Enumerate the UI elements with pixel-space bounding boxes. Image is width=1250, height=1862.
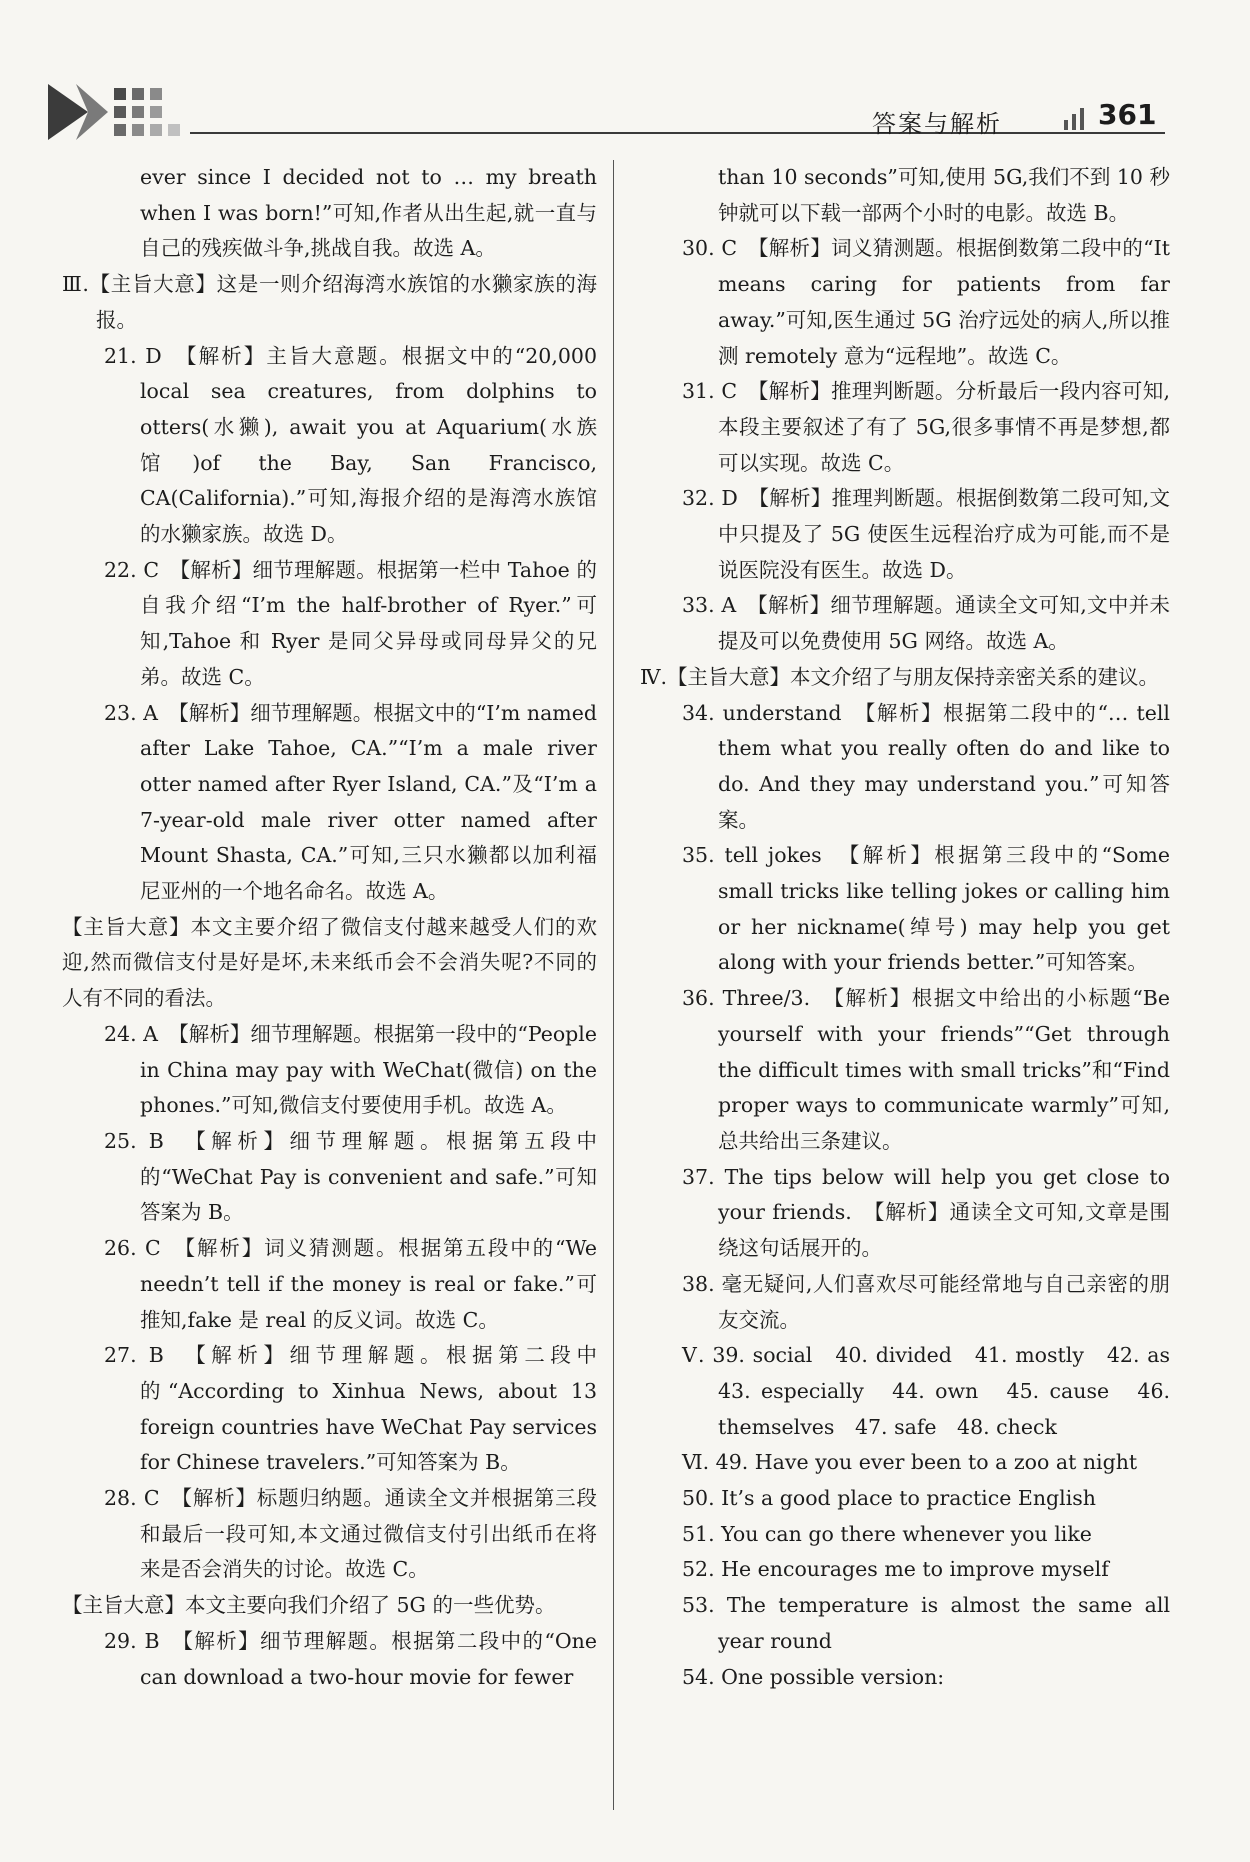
answer-paragraph: 【主旨大意】本文主要介绍了微信支付越来越受人们的欢迎,然而微信支付是好是坏,未来纸币会不会消失呢?不同的人有不同的看法。 bbox=[62, 914, 597, 1011]
column-divider bbox=[613, 160, 614, 1810]
answer-paragraph: 21. D 【解析】主旨大意题。根据文中的“20,000 local sea creatures, from dolphins to otters(水獭), await you at Aquarium(水族馆)of the Bay, San Francisco, CA(California).”可知,海报介绍的是海湾水族馆的水獭家族。故选 D。 bbox=[104, 343, 597, 547]
answer-paragraph: than 10 seconds”可知,使用 5G,我们不到 10 秒钟就可以下载一部两个小时的电影。故选 B。 bbox=[718, 165, 1170, 225]
answer-paragraph: 24. A 【解析】细节理解题。根据第一段中的“People in China may pay with WeChat(微信) on the phones.”可知,微信支付要使用手机。故选 A。 bbox=[104, 1021, 597, 1118]
right-column bbox=[640, 160, 1191, 1695]
publisher-logo-icon bbox=[48, 84, 188, 140]
answer-paragraph: 25. B 【解析】细节理解题。根据第五段中的“WeChat Pay is convenient and safe.”可知答案为 B。 bbox=[104, 1128, 597, 1225]
answer-paragraph: 26. C 【解析】词义猜测题。根据第五段中的“We needn’t tell if the money is real or fake.”可推知,fake 是 real 的反义词。故选 C。 bbox=[104, 1236, 597, 1332]
answer-paragraph: 36. Three/3. 【解析】根据文中给出的小标题“Be yourself with your friends”“Get through the difficult times with small tricks”和“Find proper ways to communicate warmly”可知,总共给出三条建议。 bbox=[682, 986, 1170, 1153]
answer-paragraph: Ⅲ.【主旨大意】这是一则介绍海湾水族馆的水獭家族的海报。 bbox=[62, 272, 597, 332]
answer-paragraph: 54. One possible version: bbox=[682, 1664, 945, 1689]
answer-paragraph: 27. B 【解析】细节理解题。根据第二段中的“According to Xinhua News, about 13 foreign countries have WeChat Pay services for Chinese travelers.”可知答案为 B。 bbox=[104, 1343, 597, 1475]
answer-paragraph: 29. B 【解析】细节理解题。根据第二段中的“One can download a two-hour movie for fewer bbox=[104, 1628, 597, 1689]
page-number: 361 bbox=[1098, 98, 1157, 131]
answer-paragraph: 50. It’s a good place to practice English bbox=[682, 1486, 1096, 1511]
answer-paragraph: 51. You can go there whenever you like bbox=[682, 1521, 1092, 1546]
answer-paragraph: 30. C 【解析】词义猜测题。根据倒数第二段中的“It means caring for patients from far away.”可知,医生通过 5G 治疗远处的病人,所以推测 remotely 意为“远程地”。故选 C。 bbox=[682, 236, 1170, 368]
answer-paragraph: 34. understand 【解析】根据第二段中的“… tell them what you really often do and like to do. And they may understand you.”可知答案。 bbox=[682, 700, 1170, 832]
answer-paragraph: 32. D 【解析】推理判断题。根据倒数第二段可知,文中只提及了 5G 使医生远程治疗成为可能,而不是说医院没有医生。故选 D。 bbox=[682, 486, 1170, 582]
answer-paragraph: Ⅵ. 49. Have you ever been to a zoo at night bbox=[682, 1450, 1138, 1475]
answer-paragraph: Ⅳ.【主旨大意】本文介绍了与朋友保持亲密关系的建议。 bbox=[640, 664, 1159, 689]
page-header bbox=[0, 0, 1250, 160]
answer-paragraph: 52. He encourages me to improve myself bbox=[682, 1557, 1109, 1582]
answer-paragraph: 22. C 【解析】细节理解题。根据第一栏中 Tahoe 的自我介绍“I’m the half-brother of Ryer.”可知,Tahoe 和 Ryer 是同父异母或同母异父的兄弟。故选 C。 bbox=[104, 557, 597, 689]
answer-paragraph: 31. C 【解析】推理判断题。分析最后一段内容可知,本段主要叙述了有了 5G,很多事情不再是梦想,都可以实现。故选 C。 bbox=[682, 379, 1170, 475]
header-rule bbox=[190, 132, 1165, 134]
answer-paragraph: ever since I decided not to … my breath when I was born!”可知,作者从出生起,就一直与自己的残疾做斗争,挑战自我。故选 A。 bbox=[140, 165, 597, 261]
answer-paragraph: 【主旨大意】本文主要向我们介绍了 5G 的一些优势。 bbox=[62, 1593, 556, 1618]
header-title: 答案与解析 bbox=[872, 110, 1002, 138]
answer-paragraph: Ⅴ. 39. social 40. divided 41. mostly 42. as 43. especially 44. own 45. cause 46. themselves 47. safe 48. check bbox=[682, 1343, 1191, 1439]
answer-paragraph: 35. tell jokes 【解析】根据第三段中的“Some small tricks like telling jokes or calling him or her nickname(绰号) may help you get along with your friends better.”可知答案。 bbox=[682, 843, 1170, 975]
bar-chart-icon bbox=[1062, 100, 1090, 130]
answer-paragraph: 28. C 【解析】标题归纳题。通读全文并根据第三段和最后一段可知,本文通过微信支付引出纸币在将来是否会消失的讨论。故选 C。 bbox=[104, 1486, 597, 1582]
left-column bbox=[62, 160, 597, 1695]
answer-paragraph: 38. 毫无疑问,人们喜欢尽可能经常地与自己亲密的朋友交流。 bbox=[682, 1271, 1170, 1332]
answer-paragraph: 53. The temperature is almost the same all year round bbox=[682, 1593, 1170, 1653]
answer-paragraph: 37. The tips below will help you get close to your friends. 【解析】通读全文可知,文章是围绕这句话展开的。 bbox=[682, 1164, 1170, 1261]
answer-paragraph: 33. A 【解析】细节理解题。通读全文可知,文中并未提及可以免费使用 5G 网络。故选 A。 bbox=[682, 593, 1170, 654]
answer-paragraph: 23. A 【解析】细节理解题。根据文中的“I’m named after Lake Tahoe, CA.”“I’m a male river otter named after Ryer Island, CA.”及“I’m a 7-year-old male river otter named after Mount Shasta, CA.”可知,三只水獭都以加利福尼亚州的一个地名命名。故选 A。 bbox=[104, 700, 597, 904]
